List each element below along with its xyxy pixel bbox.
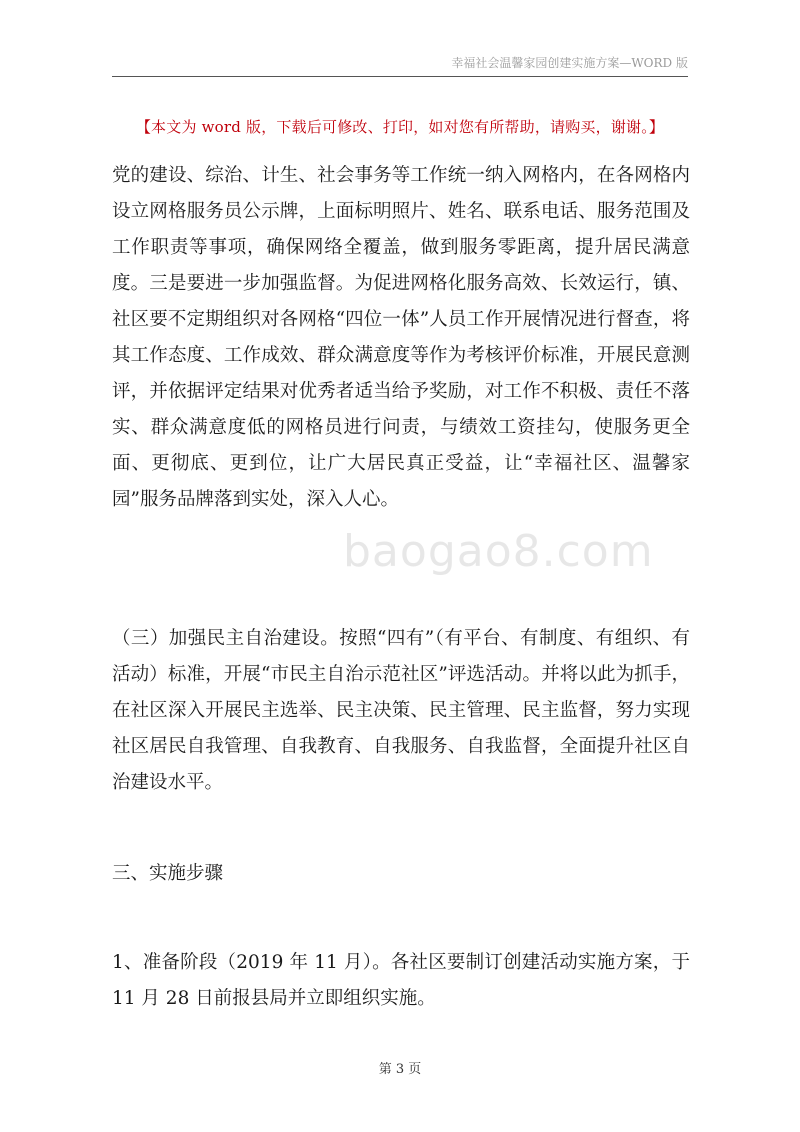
- purchase-notice: 【本文为 word 版，下载后可修改、打印，如对您有所帮助，请购买，谢谢。】: [135, 118, 665, 136]
- section-heading: 三、实施步骤: [112, 863, 224, 884]
- watermark: baogao8.com: [343, 526, 654, 577]
- page-number: 第 3 页: [378, 1062, 422, 1077]
- page-header: [112, 48, 688, 77]
- document-title: 幸福社会温馨家园创建实施方案—WORD 版: [451, 56, 688, 70]
- body-paragraph: 党的建设、综治、计生、社会事务等工作统一纳入网格内，在各网格内设立网格服务员公示牌，上面标明照片、姓名、联系电话、服务范围及工作职责等事项，确保网络全覆盖，做到服务零距离，提升居民满意度。三是要进一步加强监督。为促进网格化服务高效、长效运行，镇、社区要不定期组织对各网格“四位一体”人员工作开展情况进行督查，将其工作态度、工作成效、群众满意度等作为考核评价标准，开展民意测评，并依据评定结果对优秀者适当给予奖励，对工作不积极、责任不落实、群众满意度低的网格员进行问责，与绩效工资挂勾，使服务更全面、更彻底、更到位，让广大居民真正受益，让“幸福社区、温馨家园”服务品牌落到实处，深入人心。: [112, 165, 690, 510]
- body-paragraph: （三）加强民主自治建设。按照“四有”（有平台、有制度、有组织、有活动）标准，开展“市民主自治示范社区”评选活动。并将以此为抓手，在社区深入开展民主选举、民主决策、民主管理、民主监督，努力实现社区居民自我管理、自我教育、自我服务、自我监督，全面提升社区自治建设水平。: [112, 628, 690, 793]
- body-paragraph: 1、准备阶段（2019 年 11 月）。各社区要制订创建活动实施方案，于 11 月 28 日前报县局并立即组织实施。: [112, 952, 690, 1009]
